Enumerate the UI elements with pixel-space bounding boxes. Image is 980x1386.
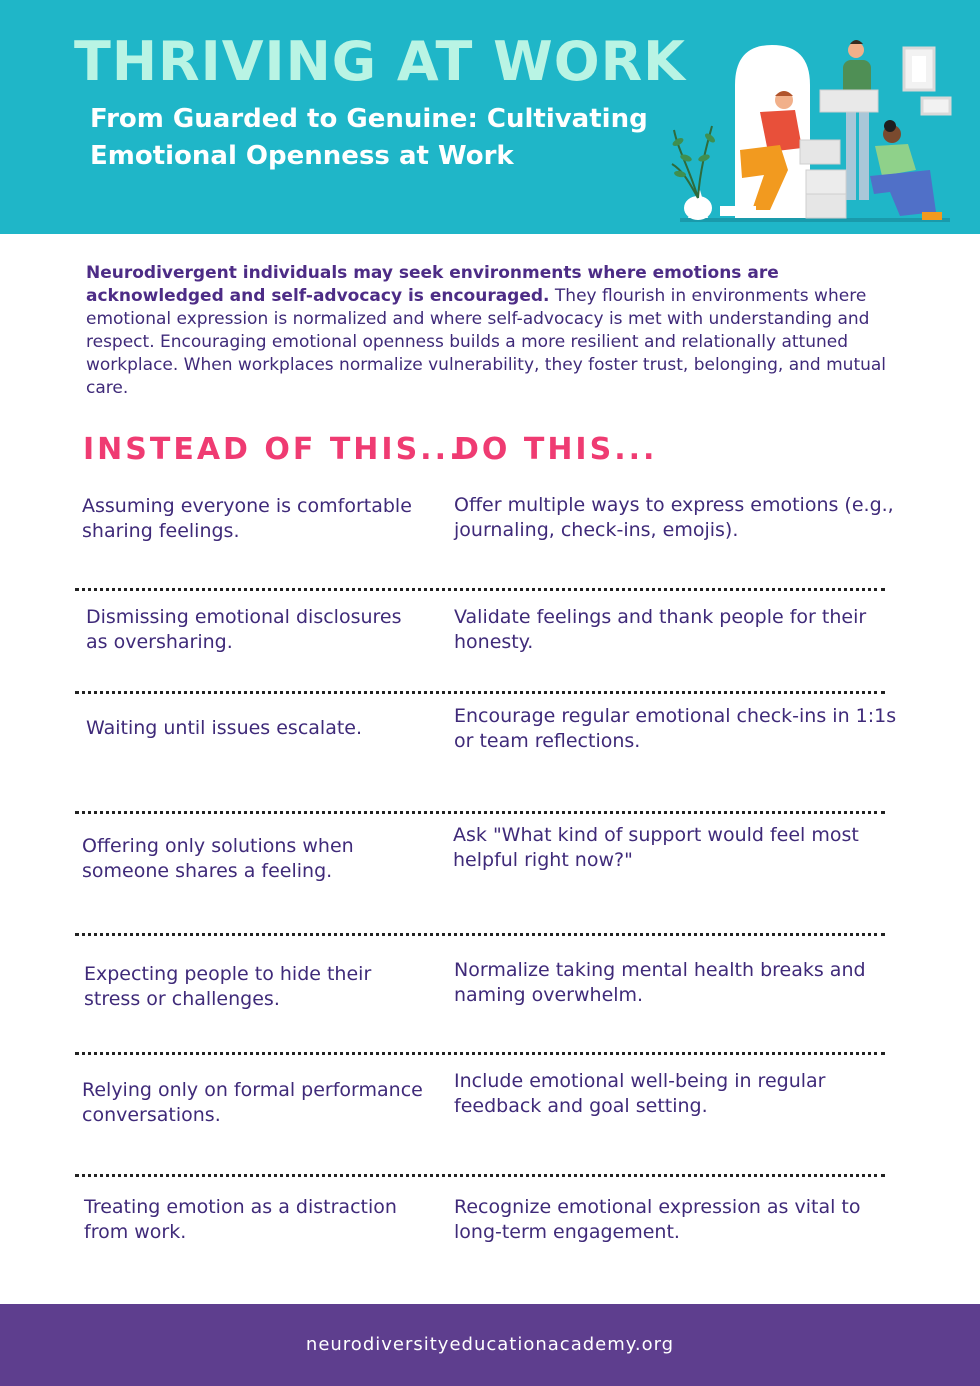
do-cell: Encourage regular emotional check-ins in 1:1s or team reflections. xyxy=(454,705,897,752)
page-subtitle: From Guarded to Genuine: Cultivating Emotional Openness at Work xyxy=(90,104,648,171)
do-cell: Recognize emotional expression as vital to long-term engagement. xyxy=(454,1196,861,1243)
team-building-illustration xyxy=(660,30,960,230)
instead-cell: Treating emotion as a distraction from work. xyxy=(84,1196,397,1243)
row-divider xyxy=(75,1052,885,1055)
row-divider xyxy=(75,1174,885,1177)
intro-paragraph xyxy=(86,262,906,400)
row-divider xyxy=(75,811,885,814)
intro-body: They flourish in environments where emotional expression is normalized and where self-advocacy is met with understanding and respect. Encouraging emotional openness builds a more resilient and relationally attuned workplace. When workplaces normalize vulnerability, they foster trust, belonging, and mutual care. xyxy=(86,286,887,398)
page-title: THRIVING AT WORK xyxy=(74,30,687,93)
do-cell: Ask "What kind of support would feel most helpful right now?" xyxy=(453,824,859,871)
instead-cell: Expecting people to hide their stress or challenges. xyxy=(84,963,372,1010)
do-cell: Normalize taking mental health breaks and naming overwhelm. xyxy=(454,959,866,1006)
do-cell: Include emotional well-being in regular feedback and goal setting. xyxy=(454,1070,826,1117)
row-divider xyxy=(75,588,885,591)
website-url: neurodiversityeducationacademy.org xyxy=(305,1334,675,1355)
instead-cell: Relying only on formal performance conversations. xyxy=(82,1079,423,1126)
instead-cell: Offering only solutions when someone shares a feeling. xyxy=(82,835,354,882)
header-banner xyxy=(0,0,980,234)
instead-cell: Assuming everyone is comfortable sharing feelings. xyxy=(82,495,412,542)
do-cell: Validate feelings and thank people for their honesty. xyxy=(454,606,867,653)
row-divider xyxy=(75,691,885,694)
row-divider xyxy=(75,933,885,936)
instead-cell: Waiting until issues escalate. xyxy=(86,717,363,739)
instead-cell: Dismissing emotional disclosures as oversharing. xyxy=(86,606,402,653)
footer-bar xyxy=(0,1304,980,1386)
do-column-heading: DO THIS... xyxy=(454,432,658,467)
intro-lead: Neurodivergent individuals may seek environments where emotions are acknowledged and self-advocacy is encouraged. xyxy=(86,263,779,306)
do-cell: Offer multiple ways to express emotions (e.g., journaling, check-ins, emojis). xyxy=(454,494,894,541)
instead-column-heading: INSTEAD OF THIS... xyxy=(83,432,464,467)
